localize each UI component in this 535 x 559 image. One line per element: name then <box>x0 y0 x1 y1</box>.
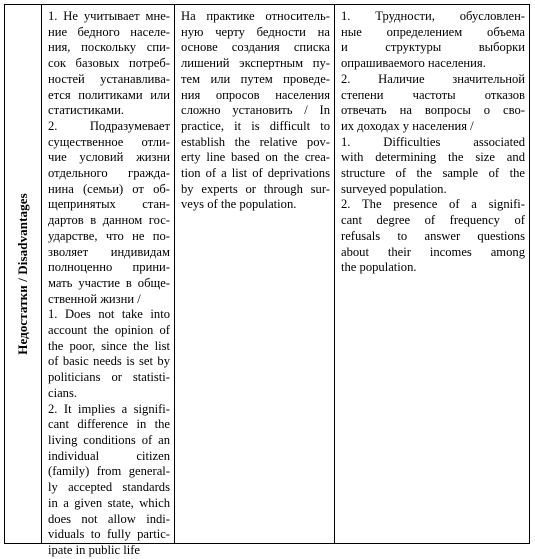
text-line: 2. It implies a signifi- <box>48 401 170 416</box>
text-line: чие условий жизни <box>48 150 170 165</box>
text-line: tion of a list of deprivations <box>181 166 330 181</box>
cell-relative-poverty <box>175 5 335 543</box>
text-line: зволяет индивидам <box>48 244 170 259</box>
text-line: отдельного гражда- <box>48 166 170 181</box>
text-line: about their incomes among <box>341 244 525 259</box>
text-line: politicians or statisti- <box>48 370 170 385</box>
text-line: the population. <box>341 260 417 275</box>
text-line: ние бедного населе- <box>48 24 170 39</box>
text-line: ется политиками или <box>48 87 170 102</box>
text-line: living conditions of an <box>48 432 170 447</box>
text-line: ния, поскольку спи- <box>48 40 170 55</box>
text-line: полноценно прини- <box>48 260 170 275</box>
text-line: by experts or through sur- <box>181 181 330 196</box>
text-line: ностей устанавлива- <box>48 71 170 86</box>
text-line: structure of the sample of the <box>341 166 525 181</box>
cell-absolute-poverty <box>42 5 175 557</box>
text-line: нина (семьи) от об- <box>48 181 170 196</box>
text-line: does not allow indi- <box>48 511 170 526</box>
text-line: сок базовых потреб- <box>48 56 170 71</box>
text-line: viduals to fully partic- <box>48 527 170 542</box>
text-line: щепринятых стан- <box>48 197 170 212</box>
text-line: отвечать на вопросы о сво- <box>341 103 525 118</box>
text-line: (family) from general- <box>48 464 170 479</box>
text-line: 1. Не учитывает мне- <box>48 9 170 23</box>
text-line: ly accepted standards <box>48 480 170 495</box>
text-line: и структуры выборки <box>341 40 525 55</box>
text-line: 2. The presence of a signifi- <box>341 197 525 212</box>
row-header-cell <box>5 5 42 543</box>
text-line: На практике относитель- <box>181 9 330 23</box>
text-line: veys of the population. <box>181 197 297 212</box>
text-line: сложно установить / In <box>181 103 330 118</box>
text-line: основе создания списка <box>181 40 330 55</box>
text-line: 1. Трудности, обусловлен- <box>341 9 525 23</box>
text-line: cant degree of frequency of <box>341 213 525 228</box>
text-line: тем или путем проведе- <box>181 71 330 86</box>
text-line: ударстве, что не по- <box>48 228 170 243</box>
text-line: лишений экспертным пу- <box>181 56 330 71</box>
text-line: статистиками. <box>48 103 124 118</box>
text-line: 2. Подразумевает <box>48 118 170 133</box>
text-line: ную черту бедности на <box>181 24 330 39</box>
text-line: 1. Does not take into <box>48 307 170 322</box>
text-line: их доходах у населения / <box>341 118 474 133</box>
text-line: ные определением объема <box>341 24 525 39</box>
text-line: cant difference in the <box>48 417 170 432</box>
text-line: individual citizen <box>48 448 170 463</box>
disadvantages-table <box>4 4 530 557</box>
row-header-label: Недостатки / Disadvantages <box>15 193 30 355</box>
text-line: степени частоты отказов <box>341 87 525 102</box>
text-line: of basic needs is set by <box>48 354 170 369</box>
text-line: дартов в данном гос- <box>48 213 170 228</box>
text-line: ственной жизни / <box>48 291 141 306</box>
text-line: refusals to answer questions <box>341 228 525 243</box>
text-line: in a given state, which <box>48 495 170 510</box>
text-line: 1. Difficulties associated <box>341 134 525 149</box>
text-line: существенное отли- <box>48 134 170 149</box>
text-line: ния опросов населения <box>181 87 330 102</box>
text-line: 2. Наличие значительной <box>341 71 525 86</box>
text-line: ipate in public life <box>48 542 140 557</box>
text-line: cians. <box>48 385 78 400</box>
text-line: опрашиваемого населения. <box>341 56 486 71</box>
cell-subjective-poverty <box>335 5 529 543</box>
text-line: мать участие в обще- <box>48 275 170 290</box>
text-line: erty line based on the crea- <box>181 150 330 165</box>
text-line: establish the relative pov- <box>181 134 330 149</box>
text-line: practice, it is difficult to <box>181 118 330 133</box>
text-line: surveyed population. <box>341 181 447 196</box>
text-line: the poor, since the list <box>48 338 170 353</box>
text-line: with determining the size and <box>341 150 525 165</box>
text-line: account the opinion of <box>48 323 170 338</box>
